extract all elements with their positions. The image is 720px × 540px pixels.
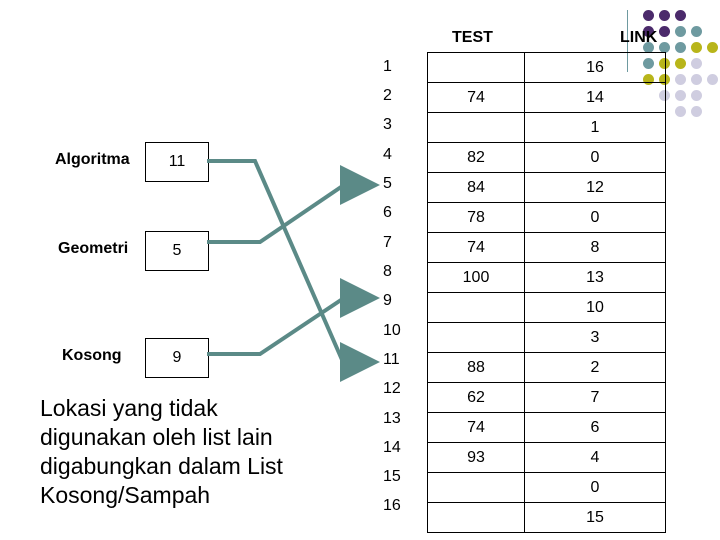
- row-index: 1: [383, 58, 392, 75]
- note-text: Lokasi yang tidak digunakan oleh list lain digabungkan dalam List Kosong/Sampah: [40, 395, 283, 508]
- list-head-box-geometri: 5: [145, 231, 209, 271]
- link-cell: 2: [525, 353, 666, 383]
- test-cell: 62: [428, 383, 525, 413]
- column-header-link: LINK: [620, 29, 658, 46]
- row-index: 5: [383, 175, 392, 192]
- row-index: 13: [383, 410, 401, 427]
- link-cell: 10: [525, 293, 666, 323]
- arrow-algoritma-to-11: [207, 161, 372, 362]
- link-cell: 6: [525, 413, 666, 443]
- link-cell: 12: [525, 173, 666, 203]
- link-cell: 15: [525, 503, 666, 533]
- row-index: 8: [383, 263, 392, 280]
- row-index: 14: [383, 439, 401, 456]
- row-index: 10: [383, 322, 401, 339]
- test-cell: 82: [428, 143, 525, 173]
- link-cell: 3: [525, 323, 666, 353]
- list-label-geometri: Geometri: [58, 240, 129, 257]
- column-header-test: TEST: [452, 29, 493, 46]
- list-label-algoritma: Algoritma: [55, 151, 130, 168]
- row-index: 3: [383, 116, 392, 133]
- row-index: 2: [383, 87, 392, 104]
- list-label-kosong: Kosong: [62, 347, 122, 364]
- test-cell: 93: [428, 443, 525, 473]
- test-cell: 74: [428, 413, 525, 443]
- link-cell: 4: [525, 443, 666, 473]
- list-head-box-algoritma: 11: [145, 142, 209, 182]
- link-cell: 0: [525, 203, 666, 233]
- link-cell: 0: [525, 143, 666, 173]
- test-cell: 74: [428, 83, 525, 113]
- row-index: 9: [383, 292, 392, 309]
- test-cell: 74: [428, 233, 525, 263]
- arrow-geometri-to-5: [207, 185, 372, 242]
- link-cell: 7: [525, 383, 666, 413]
- row-index: 11: [383, 351, 400, 368]
- row-index: 4: [383, 146, 392, 163]
- link-cell: 1: [525, 113, 666, 143]
- row-index: 15: [383, 468, 401, 485]
- list-head-box-kosong: 9: [145, 338, 209, 378]
- test-cell: 100: [428, 263, 525, 293]
- row-index: 16: [383, 497, 401, 514]
- link-cell: 14: [525, 83, 666, 113]
- link-cell: 13: [525, 263, 666, 293]
- link-cell: 8: [525, 233, 666, 263]
- test-cell: 88: [428, 353, 525, 383]
- test-cell: 84: [428, 173, 525, 203]
- link-cell: 0: [525, 473, 666, 503]
- row-index: 7: [383, 234, 392, 251]
- test-cell: 78: [428, 203, 525, 233]
- link-cell: 16: [525, 53, 666, 83]
- row-index: 6: [383, 204, 392, 221]
- row-index: 12: [383, 380, 401, 397]
- arrow-kosong-to-9: [207, 298, 372, 354]
